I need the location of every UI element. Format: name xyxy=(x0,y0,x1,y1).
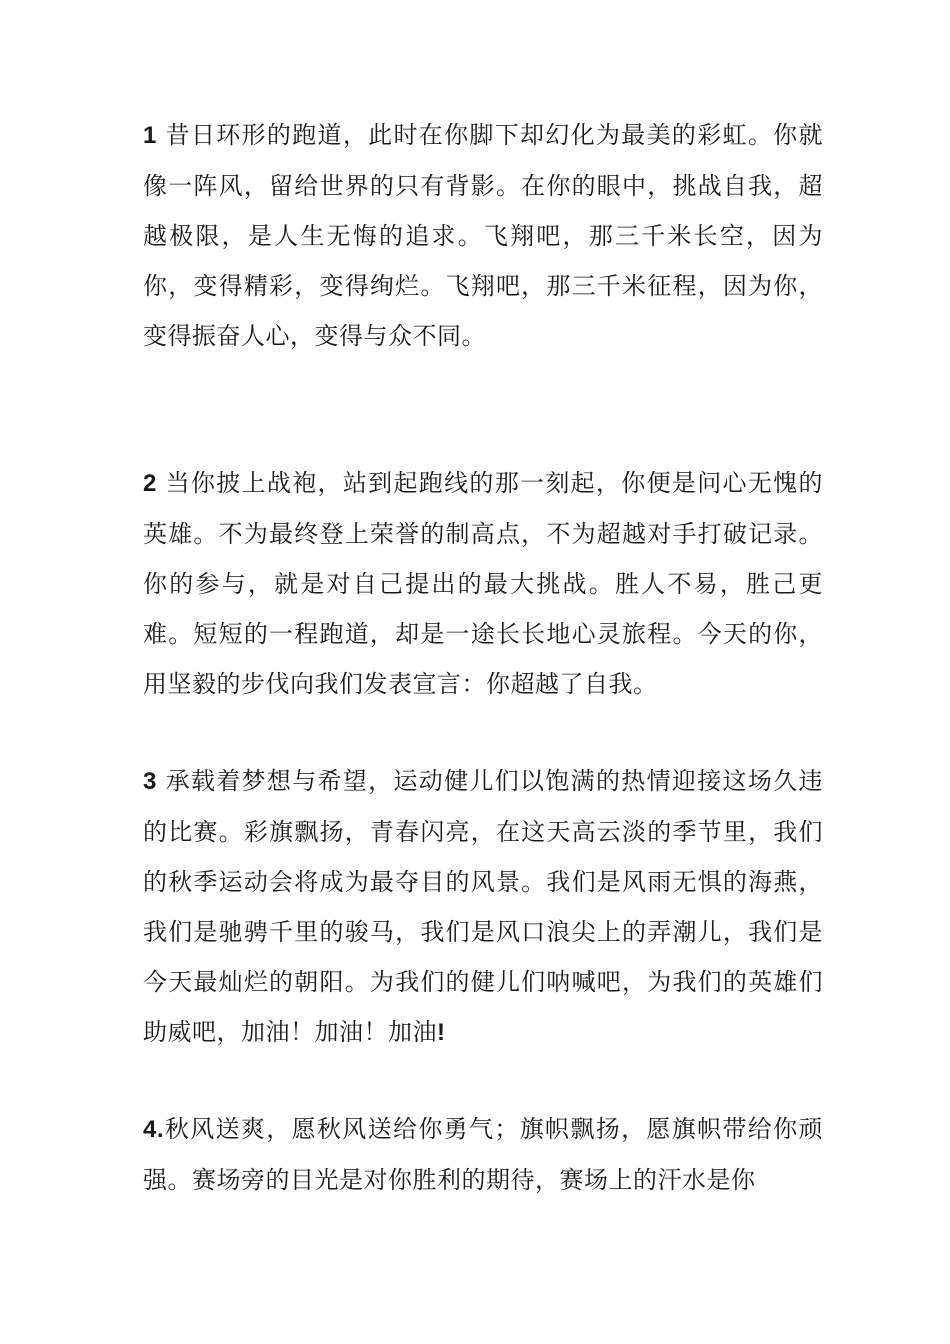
paragraph-1 xyxy=(143,110,823,361)
paragraph-ending: ! xyxy=(437,1019,446,1046)
paragraph-text: 当你披上战袍，站到起跑线的那一刻起，你便是问心无愧的英雄。不为最终登上荣誉的制高点，不为超越对手打破记录。你的参与，就是对自己提出的最大挑战。胜人不易，胜己更难。短短的一程跑道，却是一途长长地心灵旅程。今天的你，用坚毅的步伐向我们发表宣言：你超越了自我。 xyxy=(143,469,823,698)
paragraph-3 xyxy=(143,756,823,1058)
paragraph-number: 3 xyxy=(143,768,157,795)
paragraph-text: 昔日环形的跑道，此时在你脚下却幻化为最美的彩虹。你就像一阵风，留给世界的只有背影。在你的眼中，挑战自我，超越极限，是人生无悔的追求。飞翔吧，那三千米长空，因为你，变得精彩，变得绚烂。飞翔吧，那三千米征程，因为你，变得振奋人心，变得与众不同。 xyxy=(143,121,823,350)
paragraph-number: 4. xyxy=(143,1116,165,1143)
paragraph-text: 承载着梦想与希望，运动健儿们以饱满的热情迎接这场久违的比赛。彩旗飘扬，青春闪亮，在这天高云淡的季节里，我们的秋季运动会将成为最夺目的风景。我们是风雨无惧的海燕，我们是驰骋千里的骏马，我们是风口浪尖上的弄潮儿，我们是今天最灿烂的朝阳。为我们的健儿们呐喊吧，为我们的英雄们助威吧，加油！加油！加油 xyxy=(143,767,823,1046)
paragraph-number: 1 xyxy=(143,122,157,149)
paragraph-2 xyxy=(143,458,823,709)
paragraph-number: 2 xyxy=(143,470,157,497)
paragraph-text: 秋风送爽，愿秋风送给你勇气；旗帜飘扬，愿旗帜带给你顽强。赛场旁的目光是对你胜利的期待，赛场上的汗水是你 xyxy=(143,1115,823,1194)
paragraph-4 xyxy=(143,1104,823,1205)
